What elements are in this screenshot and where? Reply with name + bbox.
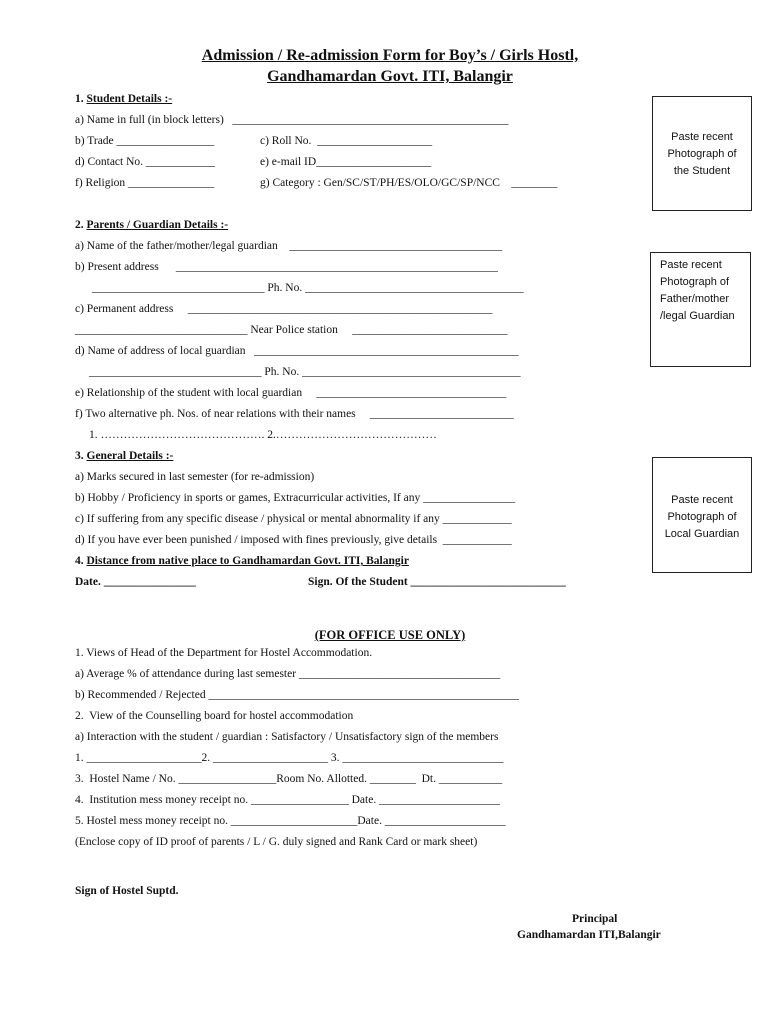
section1-number: 1. bbox=[75, 93, 84, 105]
hostel-receipt-field[interactable]: 5. Hostel mess money receipt no. ______________________Date. _____________________ bbox=[75, 815, 506, 827]
present-phone-field[interactable]: ______________________________ Ph. No. ______________________________________ bbox=[92, 282, 524, 294]
enclose-note: (Enclose copy of ID proof of parents / L / G. duly signed and Rank Card or mark sheet) bbox=[75, 836, 478, 848]
member-signs-field[interactable]: 1. ____________________2. ____________________ 3. ____________________________ bbox=[75, 752, 504, 764]
student-photo-box[interactable] bbox=[652, 96, 752, 211]
parent-photo-line2: Photograph of bbox=[660, 276, 730, 288]
hostel-name-field[interactable]: 3. Hostel Name / No. _________________Room No. Allotted. ________ Dt. ___________ bbox=[75, 773, 503, 785]
marks-field[interactable]: a) Marks secured in last semester (for re-admission) bbox=[75, 471, 315, 483]
parent-photo-line4: /legal Guardian bbox=[660, 310, 735, 322]
punishment-field[interactable]: d) If you have ever been punished / imposed with fines previously, give details ____________ bbox=[75, 534, 512, 546]
relationship-field[interactable]: e) Relationship of the student with local guardian _________________________________ bbox=[75, 387, 507, 399]
present-address-field[interactable]: b) Present address ________________________________________________________ bbox=[75, 261, 498, 273]
section3-heading-text: General Details :- bbox=[86, 450, 174, 462]
permanent-address-field[interactable]: c) Permanent address _____________________________________________________ bbox=[75, 303, 493, 315]
interaction-label: a) Interaction with the student / guardian : Satisfactory / Unsatisfactory sign of the members bbox=[75, 731, 499, 743]
student-photo-line3: the Student bbox=[673, 165, 731, 177]
institution-receipt-field[interactable]: 4. Institution mess money receipt no. _________________ Date. _____________________ bbox=[75, 794, 500, 806]
date-field[interactable]: Date. ________________ bbox=[75, 576, 196, 588]
section1-heading-text: Student Details :- bbox=[86, 93, 173, 105]
section4-heading-text: Distance from native place to Gandhamardan Govt. ITI, Balangir bbox=[86, 555, 409, 567]
recommended-field[interactable]: b) Recommended / Rejected ______________________________________________________ bbox=[75, 689, 519, 701]
student-sign-field[interactable]: Sign. Of the Student ___________________________ bbox=[308, 576, 566, 588]
student-photo-line2: Photograph of bbox=[667, 148, 737, 160]
student-photo-line1: Paste recent bbox=[671, 131, 733, 143]
form-title-line1: Admission / Re-admission Form for Boy’s / Girls Hostl, bbox=[201, 47, 579, 64]
trade-field[interactable]: b) Trade _________________ bbox=[75, 135, 215, 147]
email-field[interactable]: e) e-mail ID____________________ bbox=[260, 156, 432, 168]
section2-number: 2. bbox=[75, 219, 84, 231]
alternative-phone-blanks[interactable]: 1. ……………………………………. 2.…………………………………… bbox=[89, 429, 437, 441]
section4-heading bbox=[75, 554, 409, 568]
office-use-heading: (FOR OFFICE USE ONLY) bbox=[314, 628, 466, 642]
alternative-phones-field[interactable]: f) Two alternative ph. Nos. of near relations with their names _________________________ bbox=[75, 408, 514, 420]
section3-heading bbox=[75, 449, 173, 463]
section2-heading bbox=[75, 218, 228, 232]
section2-heading-text: Parents / Guardian Details :- bbox=[86, 219, 229, 231]
form-title-line2: Gandhamardan Govt. ITI, Balangir bbox=[267, 68, 513, 85]
hod-views-label: 1. Views of Head of the Department for Hostel Accommodation. bbox=[75, 647, 373, 659]
parent-photo-box[interactable] bbox=[650, 252, 751, 367]
local-guardian-field[interactable]: d) Name of address of local guardian ______________________________________________ bbox=[75, 345, 519, 357]
principal-org: Gandhamardan ITI,Balangir bbox=[517, 929, 661, 941]
student-name-field[interactable]: a) Name in full (in block letters) ________________________________________________ bbox=[75, 114, 509, 126]
roll-no-field[interactable]: c) Roll No. ____________________ bbox=[260, 135, 433, 147]
parent-photo-line3: Father/mother bbox=[660, 293, 730, 305]
hobby-field[interactable]: b) Hobby / Proficiency in sports or games, Extracurricular activities, If any ________________ bbox=[75, 492, 516, 504]
local-guardian-photo-box[interactable] bbox=[652, 457, 752, 573]
principal-title: Principal bbox=[572, 913, 618, 925]
guardian-name-field[interactable]: a) Name of the father/mother/legal guardian _____________________________________ bbox=[75, 240, 503, 252]
attendance-field[interactable]: a) Average % of attendance during last semester ___________________________________ bbox=[75, 668, 501, 680]
contact-no-field[interactable]: d) Contact No. ____________ bbox=[75, 156, 215, 168]
police-station-field[interactable]: ______________________________ Near Police station ___________________________ bbox=[75, 324, 508, 336]
category-field[interactable]: g) Category : Gen/SC/ST/PH/ES/OLO/GC/SP/NCC ________ bbox=[260, 177, 558, 189]
religion-field[interactable]: f) Religion _______________ bbox=[75, 177, 215, 189]
section4-number: 4. bbox=[75, 555, 84, 567]
local-guardian-phone-field[interactable]: ______________________________ Ph. No. ______________________________________ bbox=[89, 366, 521, 378]
counselling-label: 2. View of the Counselling board for hostel accommodation bbox=[75, 710, 354, 722]
parent-photo-line1: Paste recent bbox=[660, 259, 722, 271]
local-photo-line2: Photograph of bbox=[667, 511, 737, 523]
local-photo-line1: Paste recent bbox=[671, 494, 733, 506]
hostel-supdt-sign: Sign of Hostel Suptd. bbox=[75, 885, 179, 897]
local-photo-line3: Local Guardian bbox=[664, 528, 740, 540]
section3-number: 3. bbox=[75, 450, 84, 462]
section1-heading bbox=[75, 92, 172, 106]
disease-field[interactable]: c) If suffering from any specific disease / physical or mental abnormality if any ____________ bbox=[75, 513, 512, 525]
